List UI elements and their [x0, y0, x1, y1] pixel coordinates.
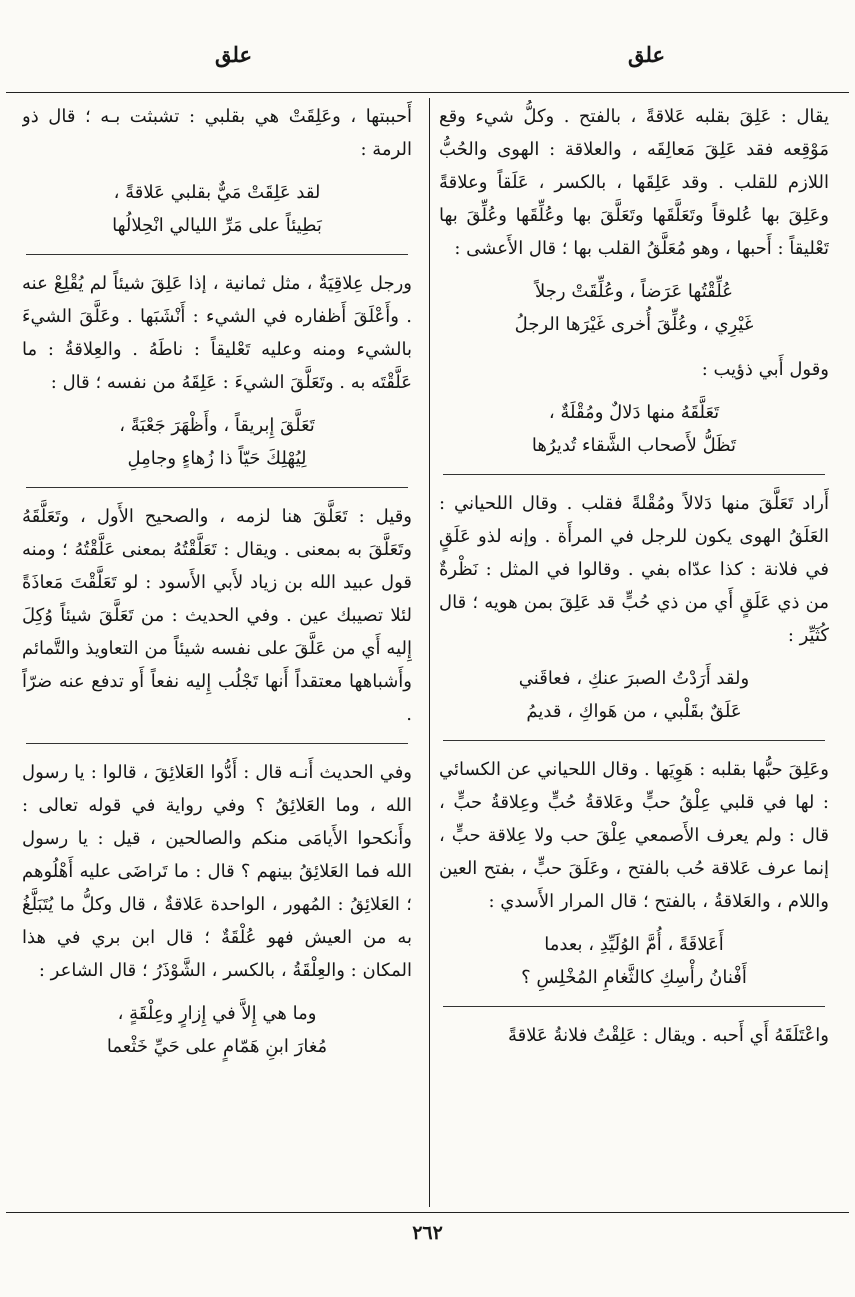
- verse-line: بَطِيئاً على مَرِّ الليالي انْحِلالُها: [112, 215, 322, 236]
- verse: [22, 997, 412, 1063]
- verse: [439, 928, 829, 994]
- paragraph: وفي الحديث أَنـه قال : أَدُّوا العَلائِقَ ، قالوا : يا رسول الله ، وما العَلائِقُ ؟ وفي رواية في قوله تعالى : وأَنكحوا الأَيامَى منكم والصالحين ، قيل : يا رسول الله فما العَلائِقُ بينهم ؟ قال : ما تَراضَى عليه أَهْلُوهم ؛ العَلائِقُ : المُهور ، الواحدة عَلاقةٌ ، قال وكلُّ ما يُتَبَلَّغُ به من العيش فهو عُلْقَةٌ ؛ قال ابن بري في هذا المكان : والعِلْقَةُ ، بالكسر ، الشَّوْذَرُ ؛ قال الشاعر :: [22, 762, 412, 981]
- paragraph: يقال : عَلِقَ بقلبه عَلاقةً ، بالفتح . وكلُّ شيء وقع مَوْقِعه فقد عَلِقَ مَعالِقَه ، والعلاقة : الهوى والحُبُّ اللازم للقلب . وقد عَلِقَها ، بالكسر ، عَلَقاً وعلاقةً وعَلِقَ بها عُلوقاً وتَعَلَّقَها وتَعَلَّقَ بها وعُلِّقَها وعُلِّقَ بها تَعْليقاً : أَحبها ، وهو مُعَلَّقُ القلب بها ؛ قال الأَعشى :: [439, 106, 829, 259]
- running-header: [0, 42, 855, 82]
- verse: [439, 662, 829, 728]
- paragraph: أَراد تَعَلَّقَ منها دَلالاً ومُقْلةً فقلب . وقال اللحياني : العَلَقُ الهوى يكون للرجل في المرأَة . وإنه لذو عَلَقٍ في فلانة : كذا عدّاه بفي . وقالوا في المثل : نَظْرةٌ من ذي عَلَقٍ أَي من ذي حُبٍّ قد عَلِقَ بمن هويه ؛ قال كُثَيِّر :: [439, 493, 829, 646]
- verse-line: تَعَلَّقَهُ منها دَلالٌ ومُقْلَةٌ ،: [548, 402, 720, 423]
- section-divider: [26, 743, 408, 744]
- paragraph: ورجل عِلاقِيَةٌ ، مثل ثمانية ، إذا عَلِقَ شيئاً لم يُقْلِعْ عنه . وأَعْلَقَ أَظفاره في الشيء : أَنْشَبَها . وعَلَّقَ الشيءَ بالشيء ومنه وعليه تَعْليقاً : ناطَهُ . والعِلاقةُ : ما عَلَّقْتَه به . وتَعَلَّقَ الشيءَ : عَلِقَهُ من نفسه ؛ قال :: [22, 273, 412, 393]
- paragraph: واعْتَلَقَهُ أَي أَحبه . ويقال : عَلِقْتُ فلانةُ عَلاقةً: [507, 1025, 829, 1046]
- header-left-word: علق: [215, 42, 252, 67]
- verse-line: أَفْنانُ رأْسِكِ كالثَّغامِ المُخْلِسِ ؟: [521, 967, 747, 988]
- paragraph: وعَلِقَ حبُّها بقلبه : هَوِيَها . وقال اللحياني عن الكسائي : لها في قلبي عِلْقُ حبٍّ وعَلاقةُ حُبٍّ وعِلاقةُ حبٍّ ، قال : ولم يعرف الأَصمعي عِلْقَ حب ولا عِلاقة حبٍّ ، إنما عرف عَلاقة حُب بالفتح ، وعَلَقَ حبٍّ ، بفتح العين واللام ، والعَلاقةُ ، بالفتح ؛ قال المرار الأَسدي :: [439, 759, 829, 912]
- verse-line: أَعَلاقَةً ، أُمَّ الوُلَيِّدِ ، بعدما: [544, 934, 724, 955]
- footer-rule: [6, 1212, 849, 1213]
- verse: [439, 396, 829, 462]
- verse-line: غَيْرِي ، وعُلِّقَ أُخرى غَيْرَها الرجلُ: [514, 314, 754, 335]
- verse-line: وما هي إِلاَّ في إِزارٍ وعِلْقَةٍ ،: [117, 1003, 317, 1024]
- section-divider: [443, 740, 825, 741]
- paragraph: وقول أَبي ذؤيب :: [701, 359, 829, 380]
- section-divider: [443, 1006, 825, 1007]
- column-divider: [429, 98, 430, 1207]
- verse: [22, 409, 412, 475]
- right-column: [439, 100, 829, 1205]
- page-number: ٢٦٢: [412, 1222, 443, 1244]
- verse: [439, 275, 829, 341]
- verse-line: مُغارَ ابنِ هَمّامٍ على حَيِّ خَثْعما: [106, 1036, 328, 1057]
- verse-line: ولقد أَرَدْتُ الصبرَ عنكِ ، فعاقَني: [518, 668, 750, 689]
- header-rule: [6, 92, 849, 93]
- verse: [22, 176, 412, 242]
- verse-line: لقد عَلِقَتْ مَيٌّ بقلبي عَلاقةً ،: [113, 182, 321, 203]
- left-column: [22, 100, 412, 1205]
- verse-line: لِيُهْلِكَ حَيّاً ذا زُهاءٍ وجامِلِ: [127, 448, 307, 469]
- paragraph: أَحببتها ، وعَلِقَتْ هي بقلبي : تشبثت بـه ؛ قال ذو الرمة :: [22, 106, 412, 160]
- section-divider: [26, 487, 408, 488]
- header-right-word: علق: [628, 42, 665, 67]
- verse-line: تَعَلَّقَ إِبريقاً ، وأَظْهَرَ جَعْبَةً ،: [119, 415, 315, 436]
- section-divider: [443, 474, 825, 475]
- paragraph: وقيل : تَعَلَّقَ هنا لزمه ، والصحيح الأَول ، وتَعَلَّقَهُ وتَعَلَّقَ به بمعنى . ويقال : تَعَلَّقْتُهُ بمعنى عَلَّقْتُهُ ؛ ومنه قول عبيد الله بن زياد لأَبي الأَسود : لو تَعَلَّقْتَ مَعاذَةً لئلا تصيبك عين . وفي الحديث : من تَعَلَّقَ شيئاً وُكِلَ إِليه أَي من عَلَّقَ على نفسه شيئاً من التعاويذ والتَّمائم وأَشباهها معتقداً أَنها تَجْلُب إِليه نفعاً أَو تدفع عنه ضرّاً .: [22, 506, 412, 725]
- verse-line: عَلَقٌ بقَلْبي ، من هَواكِ ، قديمُ: [526, 701, 742, 722]
- section-divider: [26, 254, 408, 255]
- verse-line: عُلِّقْتُها عَرَضاً ، وعُلِّقَتْ رجلاً: [535, 281, 733, 302]
- verse-line: تَظَلُّ لأَصحاب الشَّقاء تُديرُها: [531, 435, 737, 456]
